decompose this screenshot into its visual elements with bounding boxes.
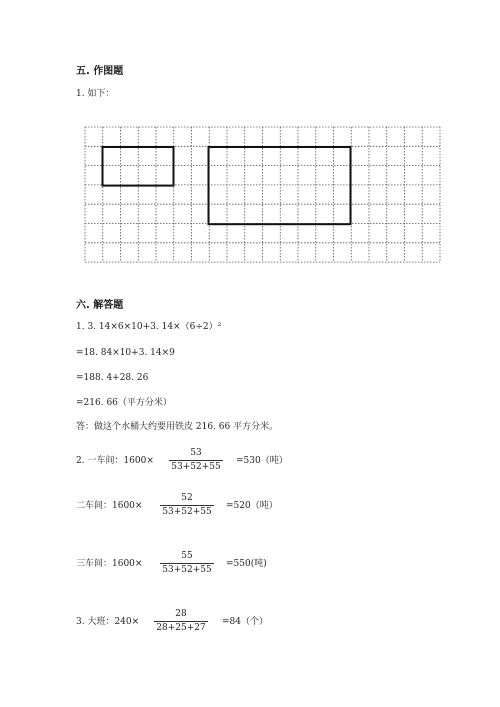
question-1-label: 1. 如下： xyxy=(76,89,115,99)
section-5-title: 五. 作图题 xyxy=(76,66,124,77)
q2-row1-numerator: 53 xyxy=(190,448,202,458)
large-rectangle xyxy=(209,147,351,224)
q2-row2-denominator: 53+52+55 xyxy=(162,507,212,517)
q2-row1-prefix: 2. 一车间：1600× xyxy=(76,456,154,466)
q2-row3-numerator: 55 xyxy=(181,551,193,561)
q2-row1-fraction xyxy=(169,448,223,473)
q2-row2-numerator: 52 xyxy=(181,493,193,503)
q1-answer: 答：做这个水桶大约要用铁皮 216. 66 平方分米。 xyxy=(76,422,279,432)
q2-row1-result: =530（吨） xyxy=(236,456,288,466)
q2-row2-prefix: 二车间：1600× xyxy=(76,501,143,511)
q2-row3-denominator: 53+52+55 xyxy=(162,565,212,575)
q2-row2-result: =520（吨） xyxy=(226,501,278,511)
q2-row1-denominator: 53+52+55 xyxy=(171,462,221,472)
q2-row2-fraction xyxy=(160,493,214,518)
q2-row3-result: =550(吨) xyxy=(226,559,267,569)
q2-row3-prefix: 三车间：1600× xyxy=(76,559,143,569)
section-6-title: 六. 解答题 xyxy=(76,300,124,311)
q3-denominator: 28+25+27 xyxy=(156,623,206,633)
q3-prefix: 3. 大班：240× xyxy=(76,617,140,627)
fraction-bar xyxy=(160,563,214,564)
q1-line-1: 1. 3. 14×6×10+3. 14×（6÷2）² xyxy=(76,322,222,332)
q3-fraction xyxy=(154,609,208,634)
q3-result: =84（个） xyxy=(222,617,268,627)
q1-line-4: =216. 66（平方分米） xyxy=(76,398,172,408)
q1-line-2: =18. 84×10+3. 14×9 xyxy=(76,348,175,358)
fraction-bar xyxy=(169,460,223,461)
q1-line-3: =188. 4+28. 26 xyxy=(76,373,149,383)
fraction-bar xyxy=(160,505,214,506)
q2-row3-fraction xyxy=(160,551,214,576)
fraction-bar xyxy=(154,621,208,622)
q3-numerator: 28 xyxy=(175,609,187,619)
